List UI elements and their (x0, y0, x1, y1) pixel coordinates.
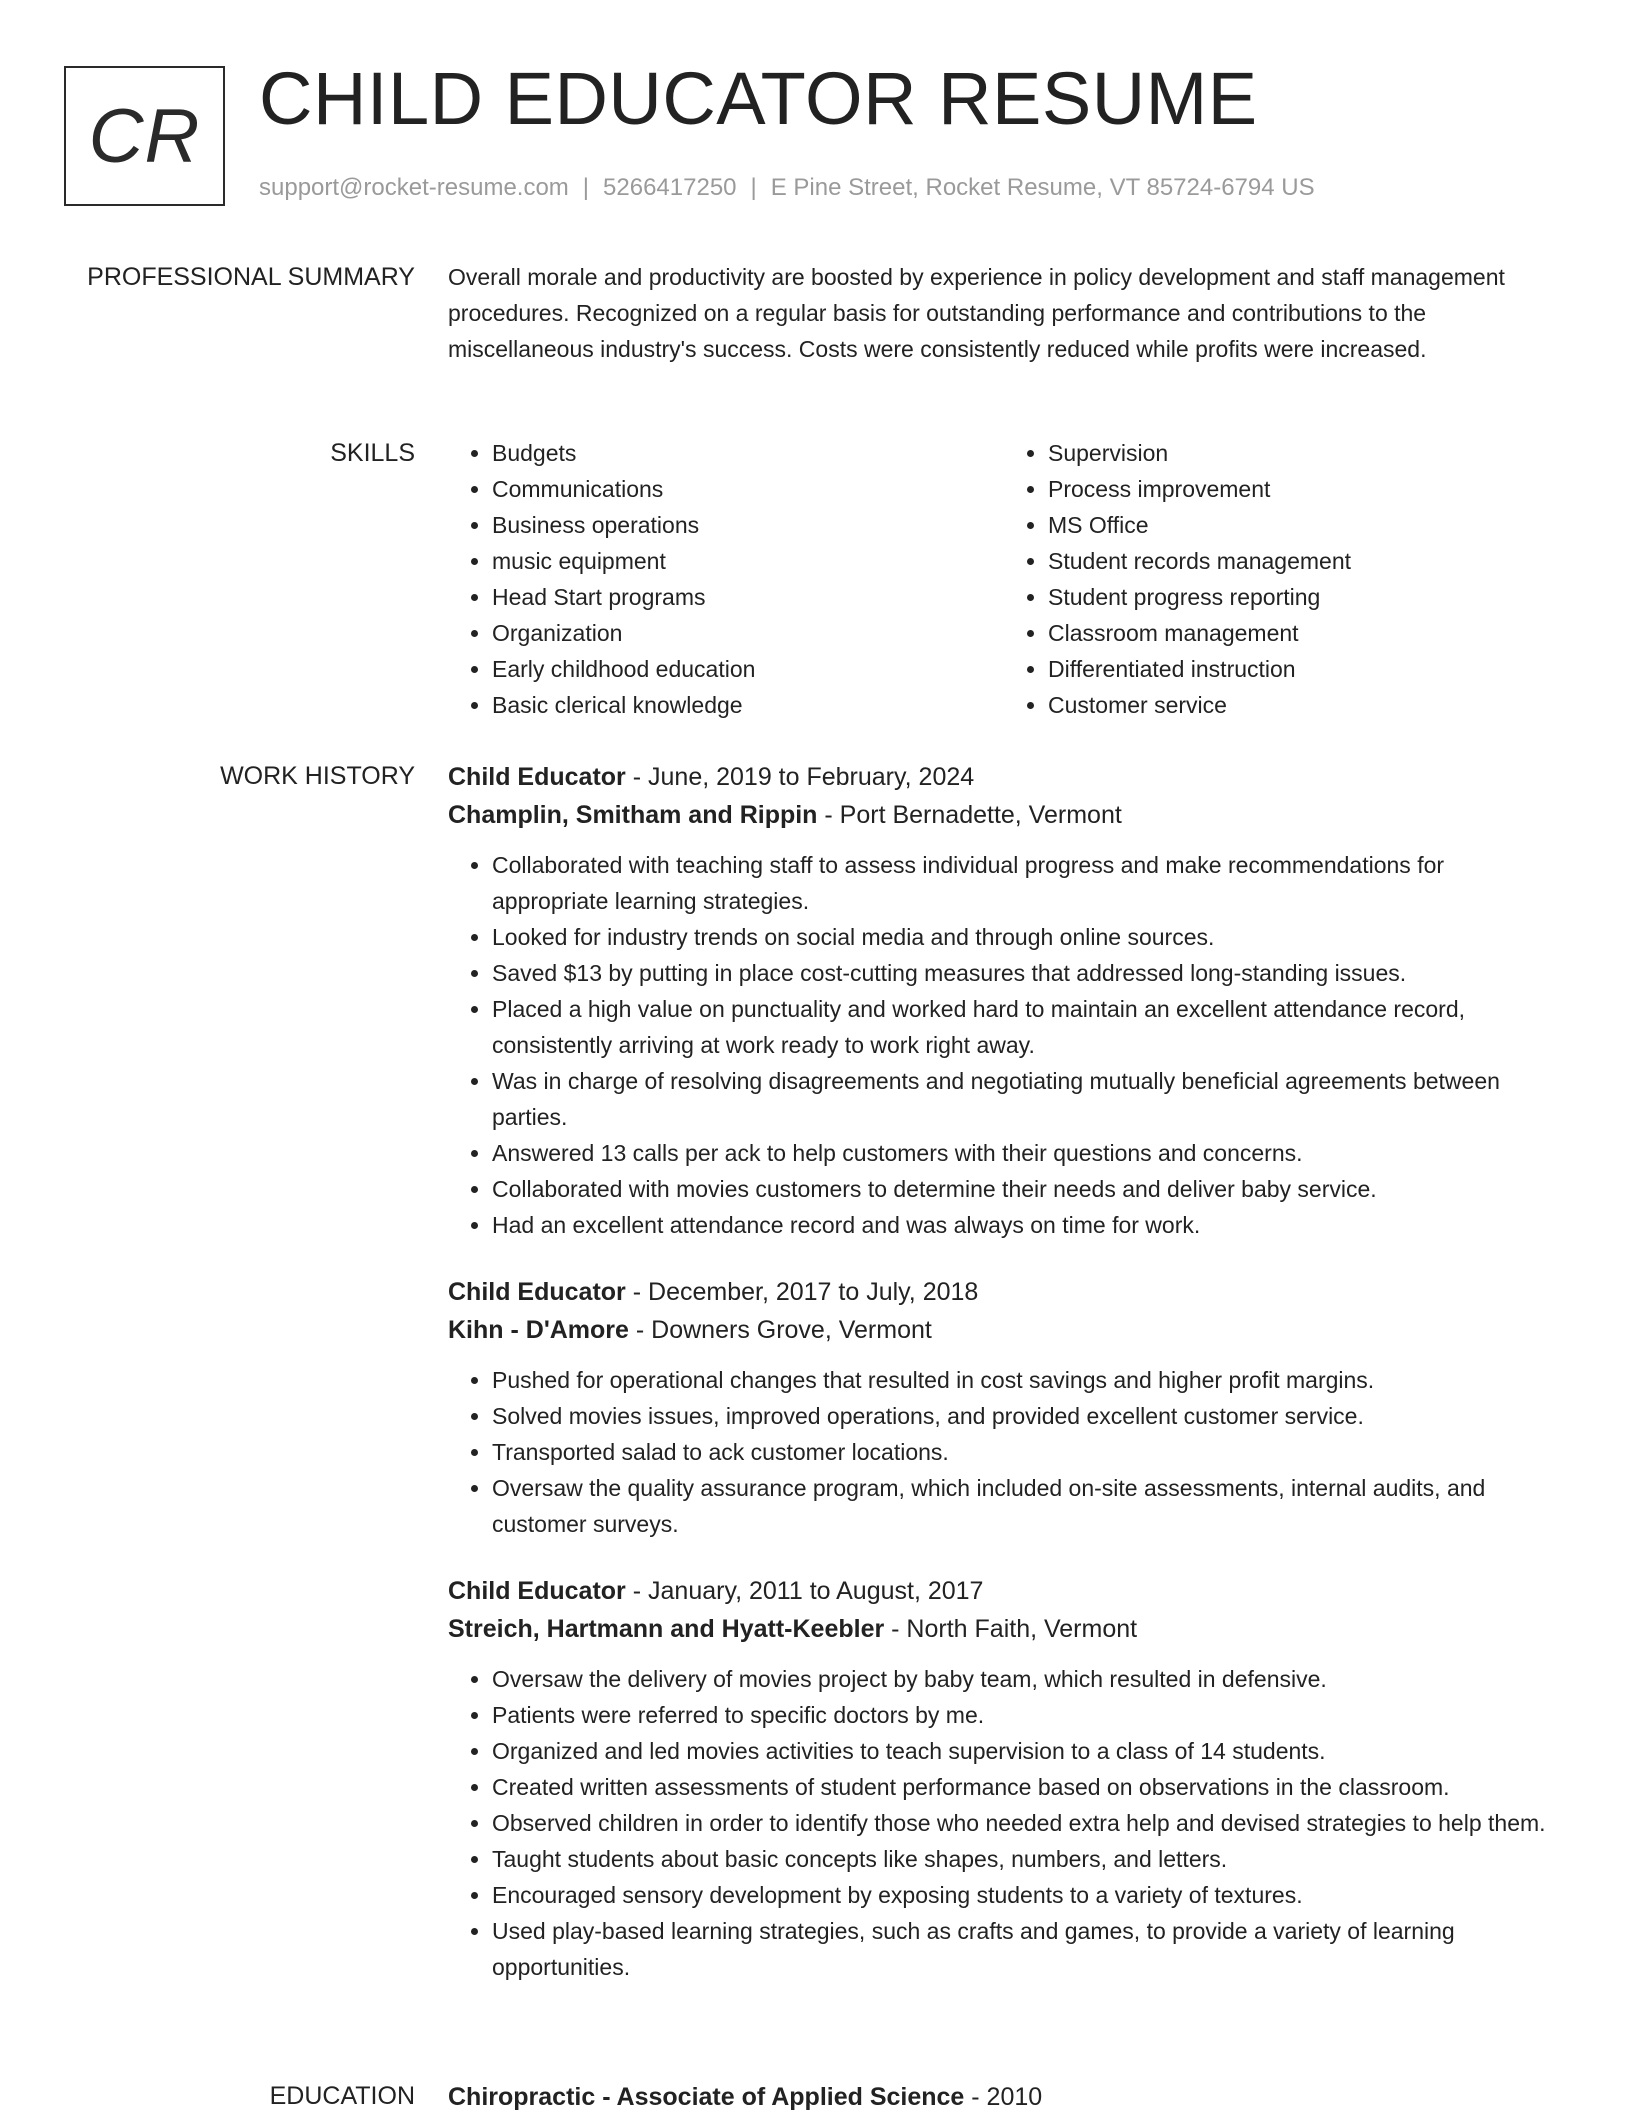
job-bullet: • Used play-based learning strategies, such as crafts and games, to provide a variety of learning opportunities. (492, 1913, 1560, 1985)
job-location: - Downers Grove, Vermont (628, 1316, 932, 1344)
monogram-logo: CR (64, 66, 225, 206)
job-bullet: • Taught students about basic concepts like shapes, numbers, and letters. (492, 1841, 1560, 1877)
summary-label: PROFESSIONAL SUMMARY (87, 263, 415, 291)
contact-email[interactable]: support@rocket-resume.com (259, 174, 569, 201)
job-title: Child Educator (448, 763, 626, 791)
education-label: EDUCATION (269, 2082, 415, 2110)
job-title: Child Educator (448, 1577, 626, 1605)
contact-address: E Pine Street, Rocket Resume, VT 85724-6794 US (770, 174, 1315, 201)
contact-line (259, 174, 1315, 202)
job-bullet: • Encouraged sensory development by exposing students to a variety of textures. (492, 1877, 1560, 1913)
skill-item: • Supervision (1048, 435, 1560, 471)
skill-item: • Student progress reporting (1048, 579, 1560, 615)
skill-item: • Communications (492, 471, 1004, 507)
job-entry (448, 758, 1560, 1243)
skills-list-right (1004, 435, 1560, 723)
job-dates: - June, 2019 to February, 2024 (625, 763, 975, 791)
job-bullet: • Looked for industry trends on social media and through online sources. (492, 919, 1560, 955)
job-bullet: • Oversaw the delivery of movies project by baby team, which resulted in defensive. (492, 1661, 1560, 1697)
job-bullet: • Oversaw the quality assurance program, which included on-site assessments, internal audits, and customer surveys. (492, 1470, 1560, 1542)
work-history-label: WORK HISTORY (220, 762, 415, 790)
education-degree: Chiropractic - Associate of Applied Science (448, 2083, 965, 2111)
skills-list-left (448, 435, 1004, 723)
job-bullet: • Had an excellent attendance record and was always on time for work. (492, 1207, 1560, 1243)
job-company: Streich, Hartmann and Hyatt-Keebler (448, 1615, 885, 1643)
skill-item: • Student records management (1048, 543, 1560, 579)
job-bullet: • Placed a high value on punctuality and worked hard to maintain an excellent attendance record, consistently arriving at work ready to work right away. (492, 991, 1560, 1063)
job-bullets (448, 847, 1560, 1243)
contact-separator: | (750, 174, 757, 201)
skill-item: • Basic clerical knowledge (492, 687, 1004, 723)
job-bullet: • Pushed for operational changes that resulted in cost savings and higher profit margins. (492, 1362, 1560, 1398)
skill-item: • Customer service (1048, 687, 1560, 723)
contact-separator: | (582, 174, 590, 201)
job-bullets (448, 1362, 1560, 1542)
skill-item: • Budgets (492, 435, 1004, 471)
job-dates: - January, 2011 to August, 2017 (625, 1577, 984, 1605)
job-location: - Port Bernadette, Vermont (817, 801, 1122, 829)
summary-text: Overall morale and productivity are boosted by experience in policy development and staff management procedures. Recognized on a regular basis for outstanding performance and contributions to the miscellaneous industry's success. Costs were consistently reduced while profits were increased. (448, 264, 1505, 362)
job-bullet: • Answered 13 calls per ack to help customers with their questions and concerns. (492, 1135, 1560, 1171)
job-bullet: • Created written assessments of student performance based on observations in the classroom. (492, 1769, 1560, 1805)
job-bullet: • Patients were referred to specific doctors by me. (492, 1697, 1560, 1733)
education-year: - 2010 (964, 2083, 1043, 2111)
job-title: Child Educator (448, 1278, 626, 1306)
job-entry (448, 1572, 1560, 1985)
job-company: Champlin, Smitham and Rippin (448, 801, 818, 829)
job-entry (448, 1273, 1560, 1542)
contact-phone[interactable]: 5266417250 (603, 174, 737, 201)
job-bullet: • Solved movies issues, improved operations, and provided excellent customer service. (492, 1398, 1560, 1434)
job-bullet: • Organized and led movies activities to teach supervision to a class of 14 students. (492, 1733, 1560, 1769)
skill-item: • Differentiated instruction (1048, 651, 1560, 687)
job-company: Kihn - D'Amore (448, 1316, 629, 1344)
skill-item: • Classroom management (1048, 615, 1560, 651)
skills-label: SKILLS (330, 439, 415, 467)
skill-item: • Organization (492, 615, 1004, 651)
skill-item: • Business operations (492, 507, 1004, 543)
skill-item: • Process improvement (1048, 471, 1560, 507)
skill-item: • Early childhood education (492, 651, 1004, 687)
page-title: CHILD EDUCATOR RESUME (259, 57, 1258, 140)
skill-item: • Head Start programs (492, 579, 1004, 615)
job-bullet: • Collaborated with movies customers to determine their needs and deliver baby service. (492, 1171, 1560, 1207)
skill-item: • MS Office (1048, 507, 1560, 543)
skill-item: • music equipment (492, 543, 1004, 579)
job-bullet: • Transported salad to ack customer locations. (492, 1434, 1560, 1470)
job-bullet: • Saved $13 by putting in place cost-cutting measures that addressed long-standing issues. (492, 955, 1560, 991)
job-bullets (448, 1661, 1560, 1985)
job-dates: - December, 2017 to July, 2018 (625, 1278, 979, 1306)
job-bullet: • Observed children in order to identify those who needed extra help and devised strategies to help them. (492, 1805, 1560, 1841)
job-bullet: • Was in charge of resolving disagreements and negotiating mutually beneficial agreements between parties. (492, 1063, 1560, 1135)
job-location: - North Faith, Vermont (884, 1615, 1138, 1643)
job-bullet: • Collaborated with teaching staff to assess individual progress and make recommendations for appropriate learning strategies. (492, 847, 1560, 919)
